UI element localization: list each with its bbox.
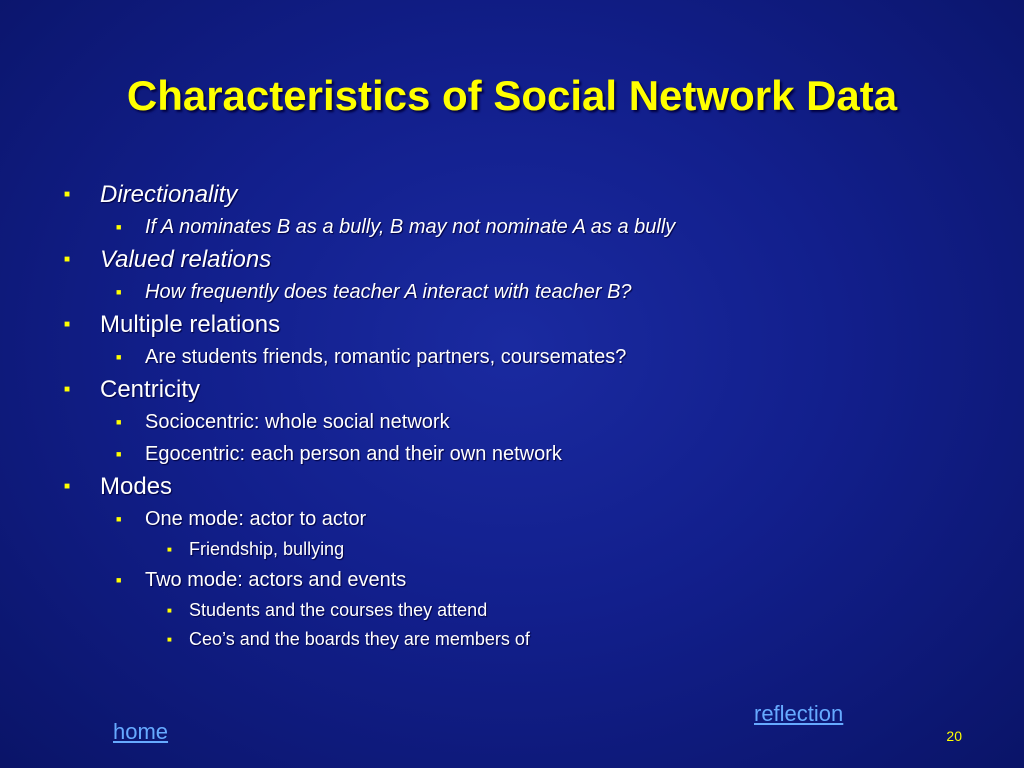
bullet-text: Ceo’s and the boards they are members of xyxy=(189,629,530,649)
bullet-text: Sociocentric: whole social network xyxy=(145,411,450,433)
bullet-text: Valued relations xyxy=(100,246,272,273)
bullet-square-icon: ■ xyxy=(116,417,122,427)
bullet-square-icon: ■ xyxy=(116,222,122,232)
bullet-list xyxy=(58,178,998,654)
bullet-square-icon: ■ xyxy=(116,352,122,362)
bullet-text: Two mode: actors and events xyxy=(145,569,407,591)
bullet-square-icon: ■ xyxy=(116,449,122,459)
bullet-text: Modes xyxy=(100,473,173,500)
bullet-text: One mode: actor to actor xyxy=(145,508,367,530)
bullet-square-icon: ■ xyxy=(116,287,122,297)
bullet-text: Egocentric: each person and their own network xyxy=(145,443,562,465)
bullet-square-icon: ■ xyxy=(116,575,122,585)
bullet-item-level-3 xyxy=(58,535,998,564)
bullet-item-level-1 xyxy=(58,178,998,211)
bullet-text: Directionality xyxy=(100,181,238,208)
page-number: 20 xyxy=(946,728,962,744)
bullet-text: Students and the courses they attend xyxy=(189,600,488,620)
bullet-item-level-1 xyxy=(58,243,998,276)
bullet-text: Centricity xyxy=(100,376,201,403)
bullet-square-icon: ■ xyxy=(64,189,71,200)
reflection-link[interactable]: reflection xyxy=(754,701,844,726)
bullet-square-icon: ■ xyxy=(167,635,172,644)
bullet-item-level-2 xyxy=(58,503,998,535)
bullet-item-level-2 xyxy=(58,438,998,470)
bullet-item-level-2 xyxy=(58,406,998,438)
slide-title: Characteristics of Social Network Data xyxy=(126,72,898,119)
bullet-item-level-1 xyxy=(58,373,998,406)
bullet-square-icon: ■ xyxy=(116,514,122,524)
bullet-text: Friendship, bullying xyxy=(189,539,345,559)
home-link[interactable]: home xyxy=(113,719,169,744)
bullet-item-level-1 xyxy=(58,308,998,341)
bullet-square-icon: ■ xyxy=(64,384,71,395)
bullet-text: If A nominates B as a bully, B may not nominate A as a bully xyxy=(145,216,676,238)
bullet-item-level-3 xyxy=(58,625,998,654)
bullet-item-level-1 xyxy=(58,470,998,503)
bullet-square-icon: ■ xyxy=(64,254,71,265)
bullet-item-level-2 xyxy=(58,564,998,596)
bullet-square-icon: ■ xyxy=(64,319,71,330)
bullet-item-level-2 xyxy=(58,211,998,243)
bullet-item-level-2 xyxy=(58,341,998,373)
bullet-text: Are students friends, romantic partners, coursemates? xyxy=(145,346,627,368)
bullet-square-icon: ■ xyxy=(167,545,172,554)
bullet-item-level-3 xyxy=(58,596,998,625)
bullet-item-level-2 xyxy=(58,276,998,308)
bullet-square-icon: ■ xyxy=(64,481,71,492)
bullet-text: Multiple relations xyxy=(100,311,281,338)
bullet-square-icon: ■ xyxy=(167,606,172,615)
bullet-text: How frequently does teacher A interact with teacher B? xyxy=(145,281,632,303)
